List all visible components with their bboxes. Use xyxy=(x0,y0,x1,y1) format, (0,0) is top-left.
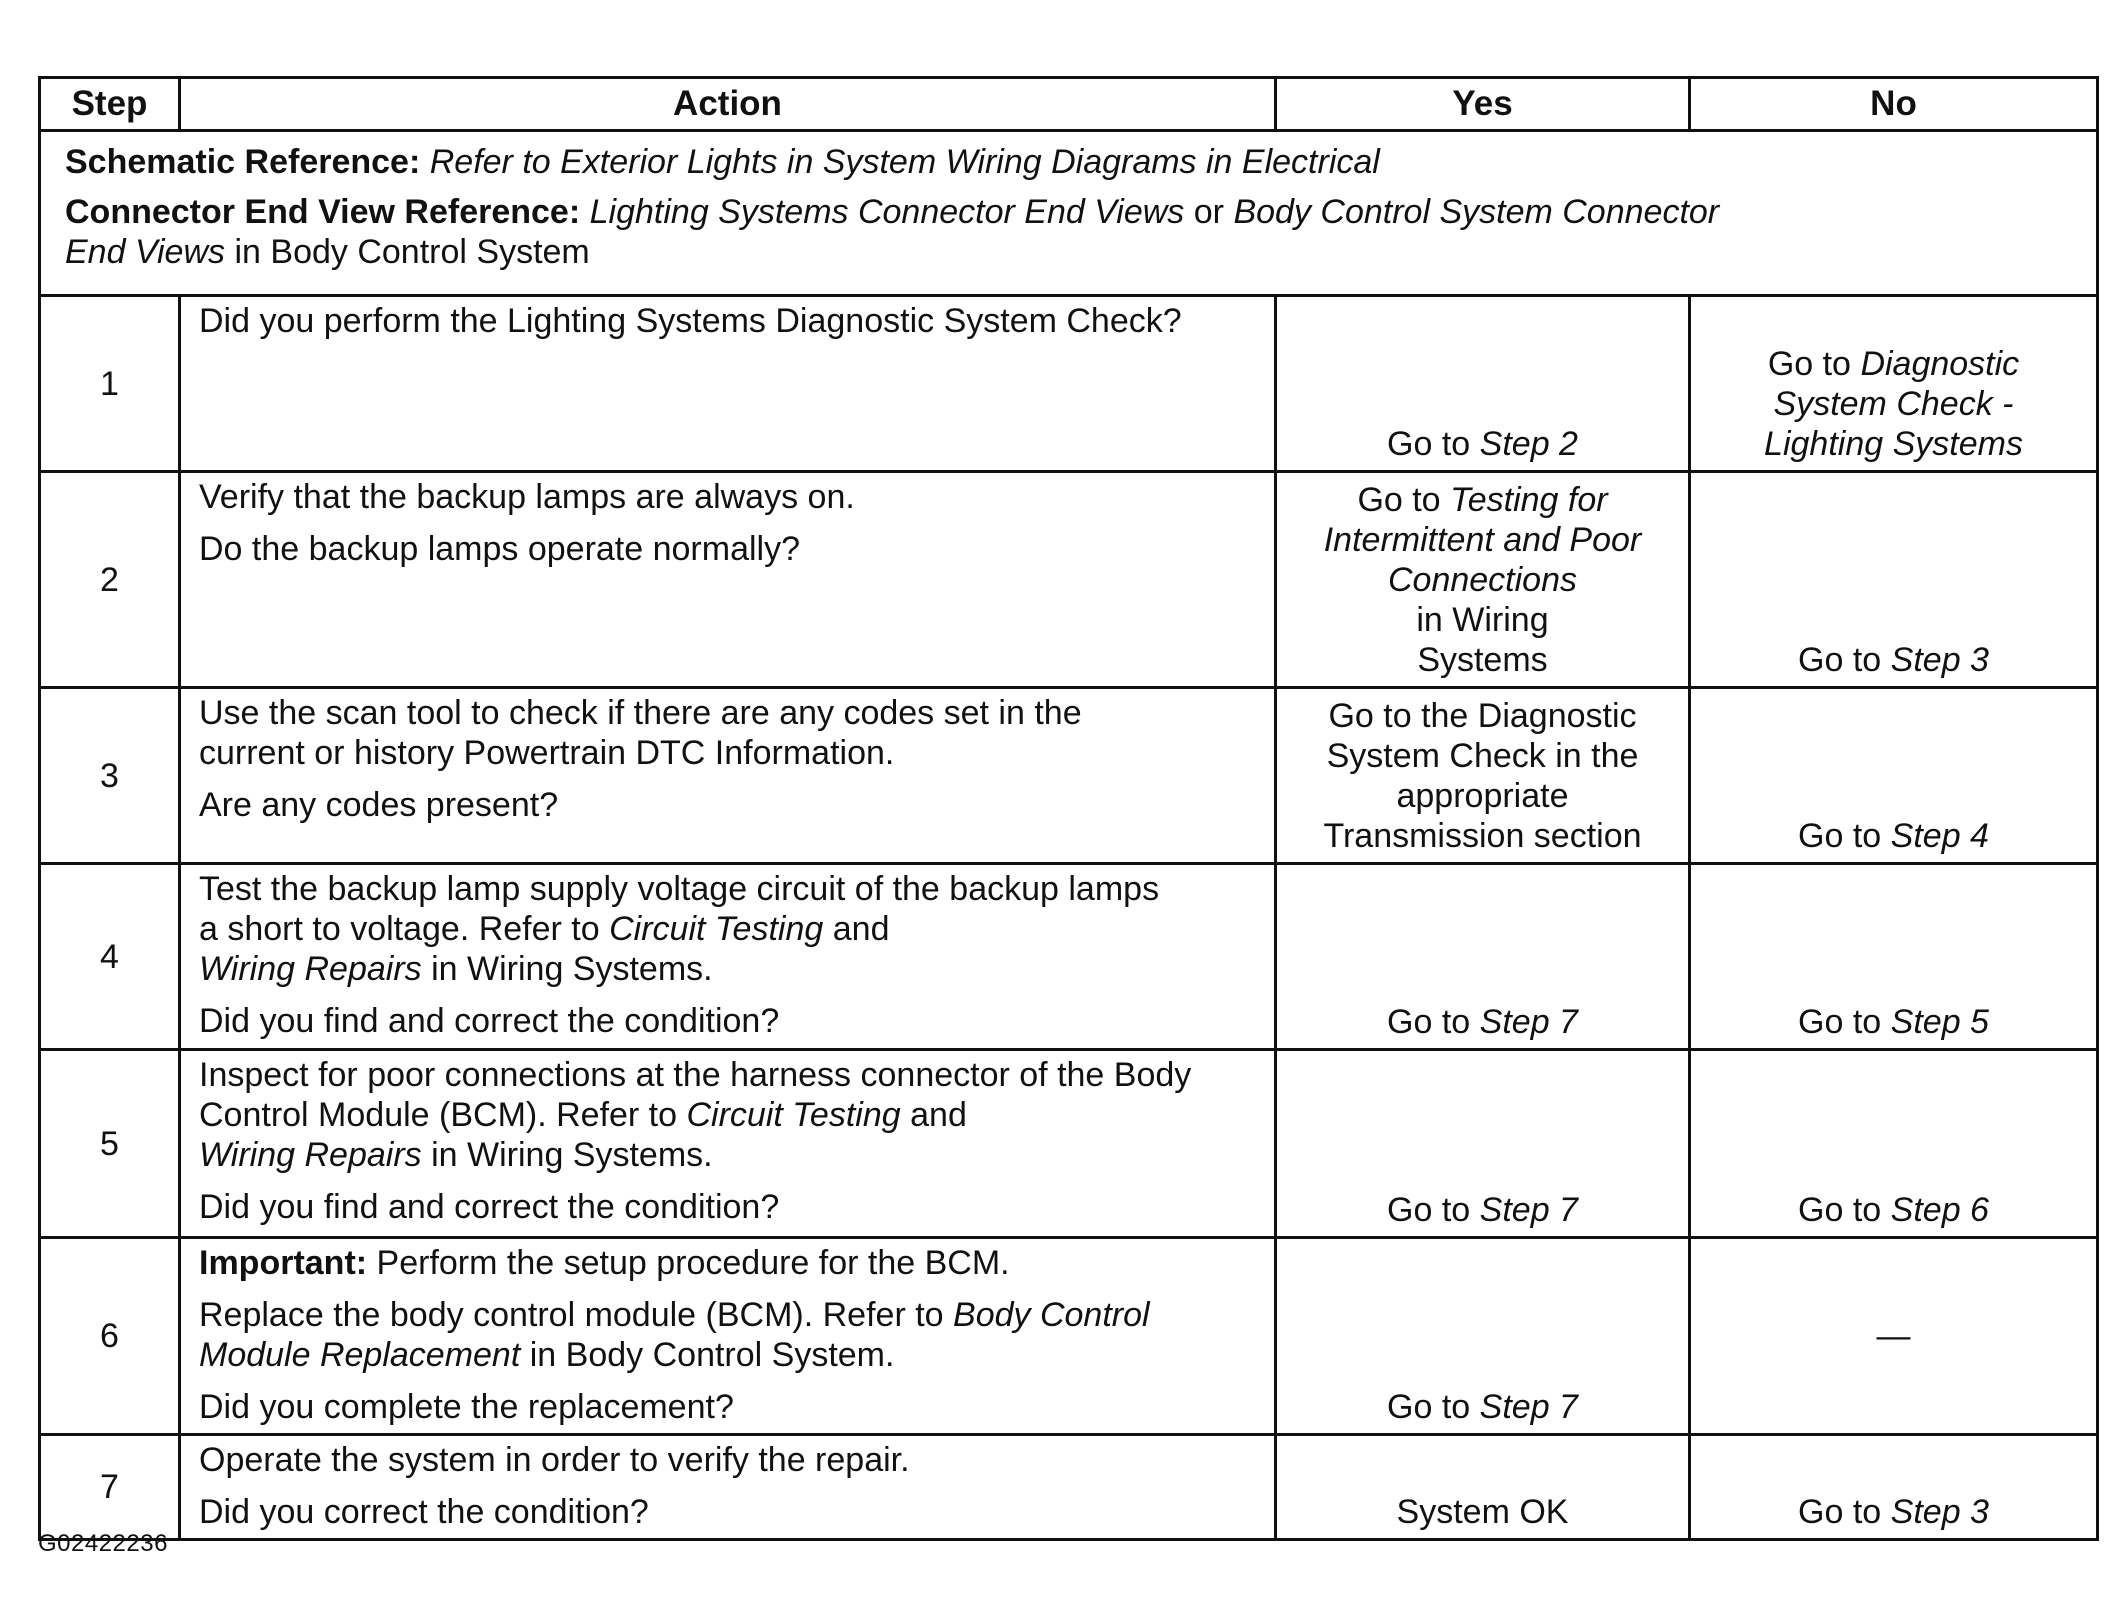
step-number: 5 xyxy=(40,1050,180,1238)
no-prefix: Go to xyxy=(1798,1003,1882,1041)
yes-cell xyxy=(1276,1050,1690,1238)
yes-link-3: Connections xyxy=(1387,561,1577,599)
yes-line-2: System Check in the xyxy=(1326,737,1639,775)
connector-reference-link-2b: End Views xyxy=(65,233,226,271)
action-cell xyxy=(180,296,1276,472)
action-cell xyxy=(180,688,1276,864)
no-prefix: Go to xyxy=(1767,345,1851,383)
no-link: Step 3 xyxy=(1890,641,1989,679)
yes-prefix: Go to xyxy=(1387,1388,1471,1426)
schematic-reference xyxy=(65,142,2076,182)
action-question: Did you find and correct the condition? xyxy=(199,1002,780,1040)
yes-prefix: Go to xyxy=(1357,481,1441,519)
no-link-1: Diagnostic xyxy=(1860,345,2020,383)
schematic-reference-text: Refer to Exterior Lights in System Wiring Diagrams in Electrical xyxy=(429,143,1380,181)
action-link-wiring-repairs: Wiring Repairs xyxy=(199,1136,422,1174)
connector-reference-link-2a: Body Control System Connector xyxy=(1233,193,1720,231)
header-step: Step xyxy=(40,78,180,131)
no-cell xyxy=(1690,688,2098,864)
step-number: 1 xyxy=(40,296,180,472)
figure-id: G02422236 xyxy=(38,1530,168,1557)
action-text-and: and xyxy=(832,910,890,948)
action-text: Did you perform the Lighting Systems Diagnostic System Check? xyxy=(199,302,1182,340)
no-prefix: Go to xyxy=(1798,817,1882,855)
table-row xyxy=(40,1050,2098,1238)
table-row xyxy=(40,1435,2098,1540)
header-row xyxy=(40,78,2098,131)
action-text-line-2: a short to voltage. Refer to xyxy=(199,910,600,948)
action-cell xyxy=(180,1238,1276,1435)
yes-prefix: Go to xyxy=(1387,425,1471,463)
action-question: Did you correct the condition? xyxy=(199,1493,649,1531)
action-link-module-replacement: Module Replacement xyxy=(199,1336,521,1374)
no-link: Step 5 xyxy=(1890,1003,1989,1041)
no-link: Step 3 xyxy=(1890,1493,1989,1531)
step-number: 4 xyxy=(40,864,180,1050)
no-cell xyxy=(1690,1435,2098,1540)
connector-reference-label: Connector End View Reference: xyxy=(65,193,581,231)
action-text-line-1: Use the scan tool to check if there are any codes set in the xyxy=(199,694,1082,732)
action-link-wiring-repairs: Wiring Repairs xyxy=(199,950,422,988)
yes-link: Step 7 xyxy=(1479,1191,1578,1229)
action-important xyxy=(199,1243,1260,1283)
no-prefix: Go to xyxy=(1798,1493,1882,1531)
no-link-3: Lighting Systems xyxy=(1764,425,2023,463)
no-prefix: Go to xyxy=(1798,641,1882,679)
action-text-tail: in Wiring Systems. xyxy=(431,1136,713,1174)
action-text-and: and xyxy=(910,1096,967,1134)
yes-link: Step 7 xyxy=(1479,1388,1578,1426)
no-link: Step 4 xyxy=(1890,817,1989,855)
connector-reference xyxy=(65,192,2076,272)
action-link-body-control: Body Control xyxy=(953,1296,1150,1334)
action-text-tail: in Body Control System. xyxy=(529,1336,895,1374)
yes-prefix: Go to xyxy=(1387,1003,1471,1041)
action-text-line-2: current or history Powertrain DTC Information. xyxy=(199,734,895,772)
action-text xyxy=(199,693,1260,773)
yes-cell xyxy=(1276,1238,1690,1435)
yes-line-3: appropriate xyxy=(1396,777,1569,815)
schematic-reference-label: Schematic Reference: xyxy=(65,143,421,181)
action-text-line-2: Control Module (BCM). Refer to xyxy=(199,1096,678,1134)
action-question: Did you find and correct the condition? xyxy=(199,1188,780,1226)
action-cell xyxy=(180,1050,1276,1238)
yes-line-1: Go to the Diagnostic xyxy=(1328,697,1637,735)
yes-tail-1: in Wiring xyxy=(1416,601,1549,639)
no-cell xyxy=(1690,296,2098,472)
action-text-line-1: Test the backup lamp supply voltage circuit of the backup lamps xyxy=(199,870,1160,908)
step-number: 7 xyxy=(40,1435,180,1540)
yes-link: Step 7 xyxy=(1479,1003,1578,1041)
step-number: 2 xyxy=(40,472,180,688)
connector-reference-tail: in Body Control System xyxy=(234,233,590,271)
action-question: Are any codes present? xyxy=(199,786,559,824)
diagnostic-table xyxy=(38,76,2099,1541)
important-label: Important: xyxy=(199,1244,368,1282)
action-text-tail: in Wiring Systems. xyxy=(431,950,713,988)
step-number: 6 xyxy=(40,1238,180,1435)
yes-prefix: Go to xyxy=(1387,1191,1471,1229)
action-text: Operate the system in order to verify the repair. xyxy=(199,1441,910,1479)
action-link-circuit-testing: Circuit Testing xyxy=(686,1096,901,1134)
no-link-2: System Check - xyxy=(1773,385,2014,423)
yes-cell xyxy=(1276,472,1690,688)
yes-link-1: Testing for xyxy=(1450,481,1608,519)
yes-cell xyxy=(1276,296,1690,472)
action-text xyxy=(199,1055,1260,1175)
reference-row xyxy=(40,131,2098,296)
action-cell xyxy=(180,864,1276,1050)
yes-cell: System OK xyxy=(1276,1435,1690,1540)
action-text-line-1: Inspect for poor connections at the harness connector of the Body xyxy=(199,1056,1192,1094)
table-row xyxy=(40,864,2098,1050)
table-row xyxy=(40,472,2098,688)
yes-line-4: Transmission section xyxy=(1323,817,1642,855)
no-cell: — xyxy=(1690,1238,2098,1435)
reference-cell xyxy=(40,131,2098,296)
important-text: Perform the setup procedure for the BCM. xyxy=(376,1244,1010,1282)
no-cell xyxy=(1690,864,2098,1050)
connector-reference-or: or xyxy=(1193,193,1224,231)
table-row xyxy=(40,296,2098,472)
action-text xyxy=(199,1295,1260,1375)
header-action: Action xyxy=(180,78,1276,131)
no-link: Step 6 xyxy=(1890,1191,1989,1229)
no-cell xyxy=(1690,472,2098,688)
yes-cell xyxy=(1276,688,1690,864)
no-cell xyxy=(1690,1050,2098,1238)
header-yes: Yes xyxy=(1276,78,1690,131)
action-cell xyxy=(180,1435,1276,1540)
action-question: Did you complete the replacement? xyxy=(199,1388,734,1426)
table-row xyxy=(40,1238,2098,1435)
connector-reference-link-1: Lighting Systems Connector End Views xyxy=(589,193,1185,231)
action-text xyxy=(199,869,1260,989)
action-cell xyxy=(180,472,1276,688)
action-text: Verify that the backup lamps are always on. xyxy=(199,478,855,516)
yes-cell xyxy=(1276,864,1690,1050)
step-number: 3 xyxy=(40,688,180,864)
table-row xyxy=(40,688,2098,864)
action-link-circuit-testing: Circuit Testing xyxy=(609,910,824,948)
no-prefix: Go to xyxy=(1798,1191,1882,1229)
yes-link-2: Intermittent and Poor xyxy=(1323,521,1642,559)
yes-link: Step 2 xyxy=(1479,425,1578,463)
action-text-line-1: Replace the body control module (BCM). Refer to xyxy=(199,1296,944,1334)
yes-tail-2: Systems xyxy=(1417,641,1548,679)
action-question: Do the backup lamps operate normally? xyxy=(199,530,800,568)
header-no: No xyxy=(1690,78,2098,131)
